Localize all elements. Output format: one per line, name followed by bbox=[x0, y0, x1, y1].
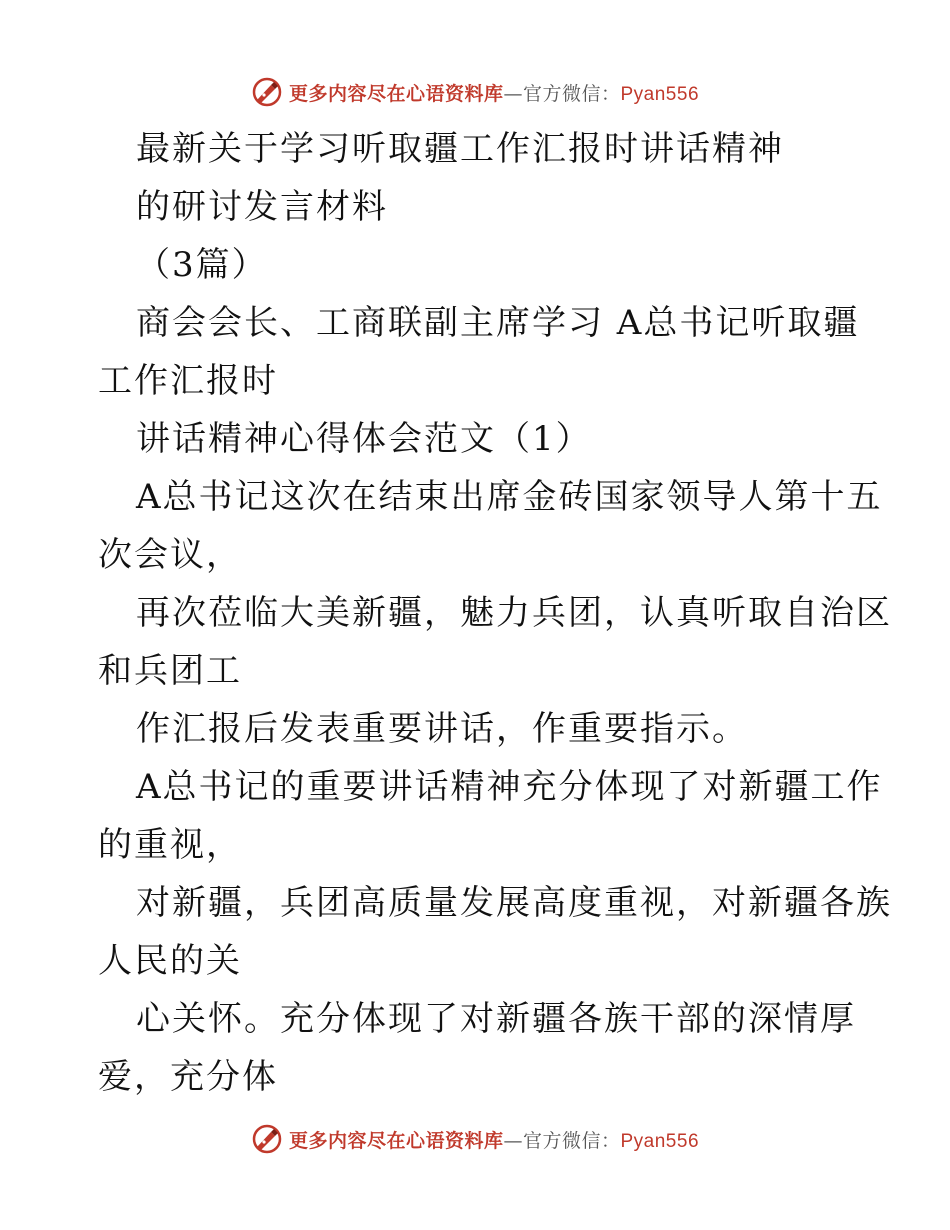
banner-site-name: 更多内容尽在心语资料库 bbox=[288, 1129, 504, 1152]
text-line: 商会会长、工商联副主席学习 A总书记听取疆 bbox=[136, 303, 860, 343]
text-line: A总书记这次在结束出席金砖国家领导人第十五 bbox=[136, 477, 883, 517]
banner-wechat-label: —官方微信： bbox=[503, 82, 621, 105]
text-line: 爱，充分体 bbox=[98, 1057, 278, 1097]
banner-text bbox=[289, 79, 699, 106]
text-line: 再次莅临大美新疆，魅力兵团，认真听取自治区 bbox=[136, 593, 892, 633]
text-line: 的重视， bbox=[98, 825, 242, 865]
text-line: 人民的关 bbox=[98, 941, 242, 981]
title-line-2: 的研讨发言材料 bbox=[136, 187, 388, 227]
text-line: A总书记的重要讲话精神充分体现了对新疆工作 bbox=[136, 767, 883, 807]
banner-wechat-label: —官方微信： bbox=[503, 1129, 621, 1152]
header-banner bbox=[0, 72, 950, 112]
banner-text bbox=[289, 1126, 699, 1153]
title-line-1: 最新关于学习听取疆工作汇报时讲话精神 bbox=[136, 129, 784, 169]
text-line: 和兵团工 bbox=[98, 651, 242, 691]
banner-wechat-id: Pyan556 bbox=[620, 83, 700, 105]
banner-wechat-id: Pyan556 bbox=[620, 1130, 700, 1152]
text-line: 工作汇报时 bbox=[98, 361, 278, 401]
text-line: 作汇报后发表重要讲话，作重要指示。 bbox=[136, 709, 748, 749]
text-line: 讲话精神心得体会范文（1） bbox=[136, 419, 592, 459]
text-line: 次会议， bbox=[98, 535, 242, 575]
document-body bbox=[98, 120, 892, 1106]
banner-site-name: 更多内容尽在心语资料库 bbox=[288, 82, 504, 105]
text-line: 对新疆，兵团高质量发展高度重视，对新疆各族 bbox=[136, 883, 892, 923]
text-line: 心关怀。充分体现了对新疆各族干部的深情厚 bbox=[136, 999, 856, 1039]
title-line-3: （3篇） bbox=[136, 245, 268, 285]
pen-nib-logo-icon bbox=[251, 76, 283, 108]
pen-nib-logo-icon bbox=[251, 1123, 283, 1155]
footer-banner bbox=[0, 1119, 950, 1159]
